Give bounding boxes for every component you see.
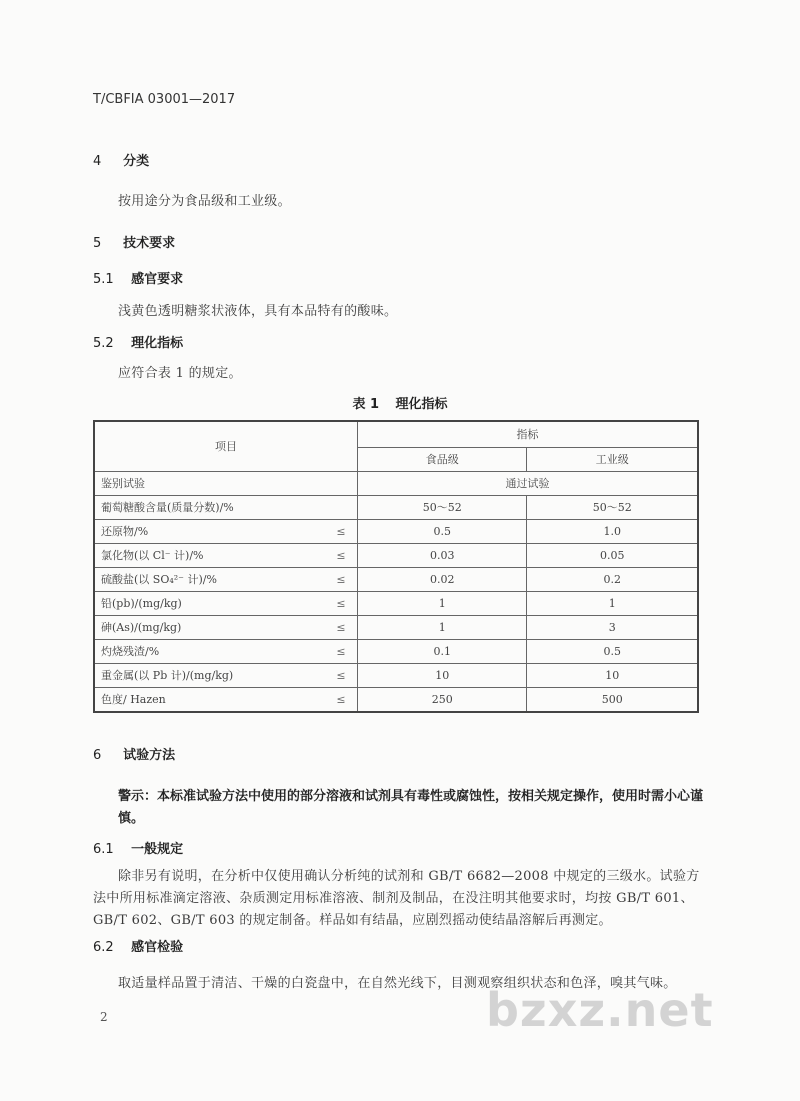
row-food-value: 1 — [358, 615, 527, 639]
table-number: 表 1 — [352, 397, 380, 412]
row-comparator: ≤ — [325, 567, 358, 591]
section-number: 6.2 — [93, 940, 114, 955]
row-food-value: 1 — [358, 591, 527, 615]
row-comparator: ≤ — [325, 519, 358, 543]
row-item: 色度/ Hazen — [94, 687, 325, 712]
row-merged-value: 通过试验 — [358, 471, 699, 495]
row-comparator: ≤ — [325, 663, 358, 687]
table-row — [94, 591, 698, 615]
section-6-heading — [93, 744, 175, 763]
col-header-food: 食品级 — [358, 447, 527, 471]
page-number: 2 — [100, 1010, 108, 1024]
row-industrial-value: 50～52 — [527, 495, 698, 519]
section-5-2-heading — [93, 332, 183, 351]
table-row — [94, 519, 698, 543]
row-comparator: ≤ — [325, 543, 358, 567]
row-item: 还原物/% — [94, 519, 325, 543]
table-row — [94, 663, 698, 687]
row-food-value: 10 — [358, 663, 527, 687]
section-4-heading — [93, 150, 149, 169]
row-food-value: 0.02 — [358, 567, 527, 591]
row-industrial-value: 10 — [527, 663, 698, 687]
table-row — [94, 615, 698, 639]
row-item: 葡萄糖酸含量(质量分数)/% — [94, 495, 325, 519]
col-header-industrial: 工业级 — [527, 447, 698, 471]
section-number: 6 — [93, 748, 102, 763]
row-item: 砷(As)/(mg/kg) — [94, 615, 325, 639]
row-industrial-value: 3 — [527, 615, 698, 639]
standard-code: T/CBFIA 03001—2017 — [93, 92, 236, 107]
section-number: 5 — [93, 236, 102, 251]
row-industrial-value: 0.5 — [527, 639, 698, 663]
row-item: 重金属(以 Pb 计)/(mg/kg) — [94, 663, 325, 687]
row-item: 灼烧残渣/% — [94, 639, 325, 663]
table-row — [94, 495, 698, 519]
section-5-1-heading — [93, 268, 183, 287]
table-caption — [0, 393, 800, 412]
row-comparator: ≤ — [325, 591, 358, 615]
row-industrial-value: 500 — [527, 687, 698, 712]
row-item: 硫酸盐(以 SO₄²⁻ 计)/% — [94, 567, 325, 591]
table-row — [94, 639, 698, 663]
section-title: 感官要求 — [131, 272, 184, 287]
row-industrial-value: 0.05 — [527, 543, 698, 567]
section-6-2-heading — [93, 936, 183, 955]
row-comparator: ≤ — [325, 639, 358, 663]
table-row — [94, 687, 698, 712]
row-comparator — [325, 495, 358, 519]
col-header-item: 项目 — [94, 421, 358, 471]
section-6-1-heading — [93, 838, 183, 857]
row-food-value: 250 — [358, 687, 527, 712]
row-food-value: 0.03 — [358, 543, 527, 567]
row-comparator: ≤ — [325, 615, 358, 639]
section-6-1-body: 除非另有说明，在分析中仅使用确认分析纯的试剂和 GB/T 6682—2008 中规定的三级水。试验方法中所用标准滴定溶液、杂质测定用标准溶液、制剂及制品，在没注明其他要求时，均按 GB/T 601、GB/T 602、GB/T 603 的规定制备。样品如有结晶，应剧烈摇动使结晶溶解后再测定。 — [93, 869, 700, 928]
section-title: 分类 — [123, 154, 150, 169]
row-comparator: ≤ — [325, 687, 358, 712]
section-title: 技术要求 — [123, 236, 176, 251]
safety-warning: 警示：本标准试验方法中使用的部分溶液和试剂具有毒性或腐蚀性，按相关规定操作，使用时需小心谨慎。 — [118, 789, 704, 826]
section-4-body: 按用途分为食品级和工业级。 — [118, 194, 291, 209]
watermark: bzxz.net — [486, 983, 714, 1037]
row-item: 铅(pb)/(mg/kg) — [94, 591, 325, 615]
section-number: 5.1 — [93, 272, 114, 287]
section-6-2-body: 取适量样品置于清洁、干燥的白瓷盘中，在自然光线下，目测观察组织状态和色泽，嗅其气味。 — [118, 976, 677, 991]
row-food-value: 0.1 — [358, 639, 527, 663]
row-comparator — [325, 471, 358, 495]
section-number: 4 — [93, 154, 102, 169]
section-5-1-body: 浅黄色透明糖浆状液体，具有本品特有的酸味。 — [118, 304, 398, 319]
row-industrial-value: 1.0 — [527, 519, 698, 543]
row-food-value: 0.5 — [358, 519, 527, 543]
table-row — [94, 471, 698, 495]
row-food-value: 50～52 — [358, 495, 527, 519]
section-title: 试验方法 — [123, 748, 176, 763]
section-5-heading — [93, 232, 175, 251]
section-title: 一般规定 — [131, 842, 184, 857]
table-title: 理化指标 — [395, 397, 448, 412]
section-title: 感官检验 — [131, 940, 184, 955]
col-header-index: 指标 — [358, 421, 699, 447]
physicochemical-index-table — [93, 420, 699, 713]
row-item: 鉴别试验 — [94, 471, 325, 495]
section-title: 理化指标 — [131, 336, 184, 351]
row-industrial-value: 0.2 — [527, 567, 698, 591]
section-number: 5.2 — [93, 336, 114, 351]
section-5-2-body: 应符合表 1 的规定。 — [118, 366, 242, 381]
section-number: 6.1 — [93, 842, 114, 857]
table-row — [94, 567, 698, 591]
row-item: 氯化物(以 Cl⁻ 计)/% — [94, 543, 325, 567]
row-industrial-value: 1 — [527, 591, 698, 615]
table-row — [94, 543, 698, 567]
